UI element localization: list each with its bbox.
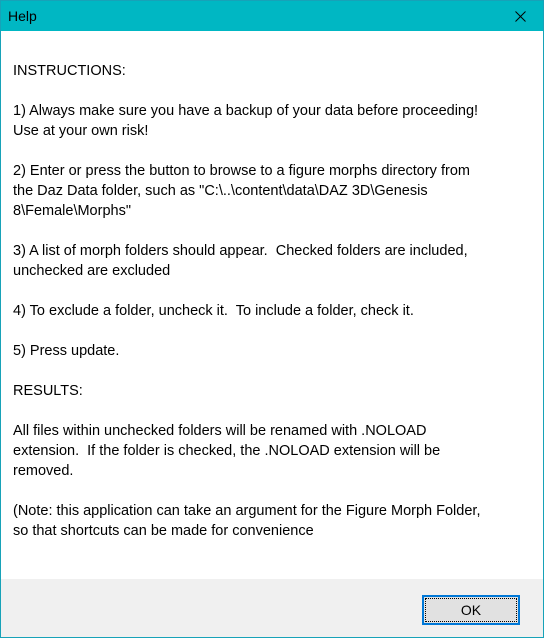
instruction-step-4: 4) To exclude a folder, uncheck it. To include a folder, check it. bbox=[13, 303, 414, 319]
button-bar bbox=[1, 579, 543, 637]
ok-button[interactable]: OK bbox=[422, 595, 520, 625]
instructions-heading: INSTRUCTIONS: bbox=[13, 63, 126, 79]
instruction-step-3: 3) A list of morph folders should appear. Checked folders are included, unchecked are excluded bbox=[13, 243, 468, 279]
results-heading: RESULTS: bbox=[13, 383, 83, 399]
results-text: All files within unchecked folders will be renamed with .NOLOAD extension. If the folder is checked, the .NOLOAD extension will be removed. bbox=[13, 423, 441, 479]
close-icon bbox=[515, 11, 526, 22]
note-text: (Note: this application can take an argument for the Figure Morph Folder, so that shortcuts can be made for convenience bbox=[13, 503, 481, 539]
title-bar[interactable] bbox=[1, 1, 543, 31]
help-text bbox=[13, 61, 523, 561]
close-button[interactable] bbox=[497, 1, 543, 31]
instruction-step-2: 2) Enter or press the button to browse to a figure morphs directory from the Daz Data folder, such as "C:\..\content\data\DAZ 3D\Genesis 8\Female\Morphs" bbox=[13, 163, 470, 219]
window-title: Help bbox=[8, 8, 37, 24]
instruction-step-5: 5) Press update. bbox=[13, 343, 120, 359]
instruction-step-1: 1) Always make sure you have a backup of your data before proceeding! Use at your own risk! bbox=[13, 103, 479, 139]
